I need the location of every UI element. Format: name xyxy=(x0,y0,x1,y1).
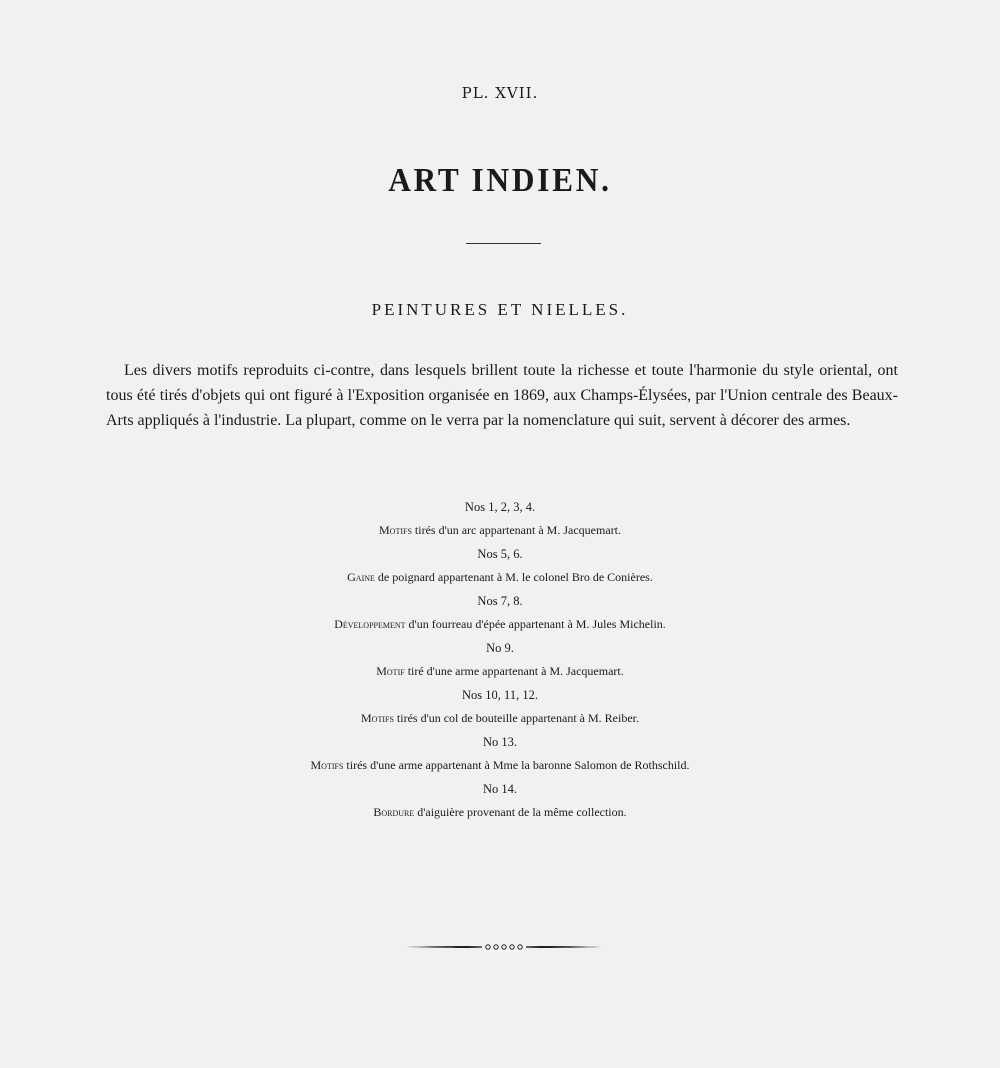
entry-text: tirés d'une arme appartenant à Mme la baronne Salomon de Rothschild. xyxy=(343,758,690,772)
entry-description xyxy=(0,612,1000,636)
section-subtitle: PEINTURES ET NIELLES. xyxy=(371,300,629,319)
list-item xyxy=(0,589,1000,636)
list-item xyxy=(0,777,1000,824)
entry-description xyxy=(0,753,1000,777)
flourish-divider-icon xyxy=(404,938,604,956)
entry-text: de poignard appartenant à M. le colonel Bro de Conières. xyxy=(374,570,653,584)
page-title: ART INDIEN. xyxy=(388,162,612,199)
entry-description xyxy=(0,800,1000,824)
entry-description xyxy=(0,659,1000,683)
entry-description xyxy=(0,518,1000,542)
list-item xyxy=(0,636,1000,683)
entry-lead: Motifs xyxy=(310,758,344,772)
entry-text: tiré d'une arme appartenant à M. Jacquemart. xyxy=(404,664,624,678)
entry-lead: Gaine xyxy=(347,570,375,584)
entry-numbers: No 13. xyxy=(482,735,518,749)
list-item xyxy=(0,683,1000,730)
entry-lead: Motifs xyxy=(379,523,412,537)
entry-text: tirés d'un col de bouteille appartenant à M. Reiber. xyxy=(393,711,639,725)
entry-text: tirés d'un arc appartenant à M. Jacquemart. xyxy=(411,523,621,537)
entry-numbers: Nos 10, 11, 12. xyxy=(462,688,538,702)
plate-number: PL. XVII. xyxy=(461,84,539,102)
entry-lead: Motifs xyxy=(361,711,394,725)
entry-numbers: Nos 7, 8. xyxy=(477,594,523,608)
list-item xyxy=(0,495,1000,542)
entry-numbers: No 9. xyxy=(486,641,514,655)
list-item xyxy=(0,542,1000,589)
entry-numbers: Nos 5, 6. xyxy=(477,547,523,561)
entry-lead: Motif xyxy=(376,664,405,678)
entry-description xyxy=(0,706,1000,730)
entry-lead: Développement xyxy=(334,617,406,631)
entry-text: d'un fourreau d'épée appartenant à M. Jules Michelin. xyxy=(405,617,666,631)
entry-numbers: Nos 1, 2, 3, 4. xyxy=(464,500,536,514)
intro-paragraph: Les divers motifs reproduits ci-contre, dans lesquels brillent toute la richesse et toute l'harmonie du style oriental, ont tous été tirés d'objets qui ont figuré à l'Exposition organisée en 1869, aux Champs-Élysées, par l'Union centrale des Beaux-Arts appliqués à l'industrie. La plupart, comme on le verra par la nomenclature qui suit, servent à décorer des armes. xyxy=(106,362,898,429)
list-item xyxy=(0,730,1000,777)
entry-description xyxy=(0,565,1000,589)
entry-lead: Bordure xyxy=(373,805,415,819)
entry-text: d'aiguière provenant de la même collection. xyxy=(414,805,627,819)
nomenclature-list xyxy=(0,495,1000,824)
title-divider xyxy=(466,243,541,244)
entry-numbers: No 14. xyxy=(482,782,518,796)
